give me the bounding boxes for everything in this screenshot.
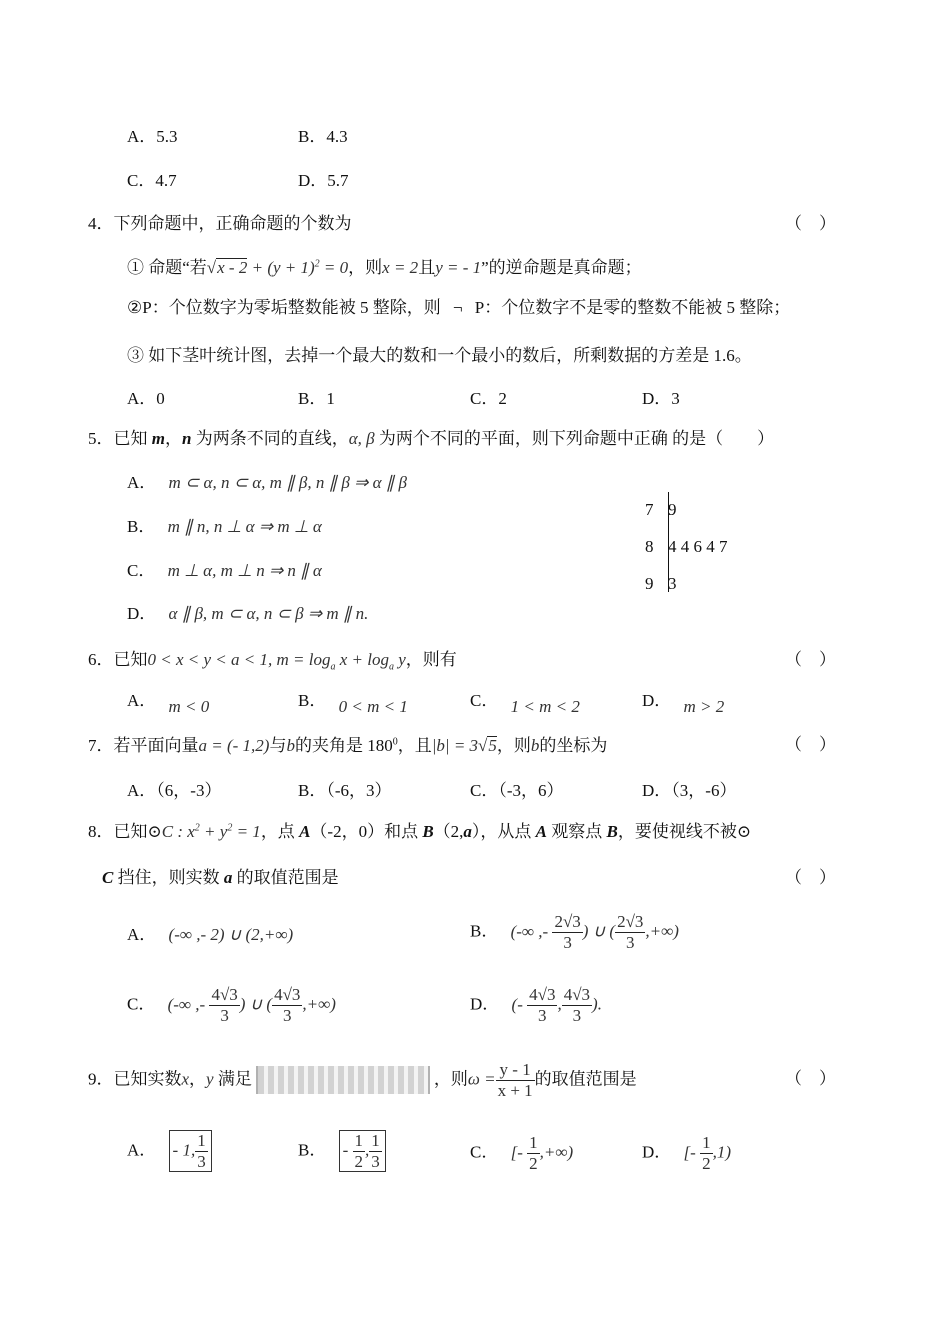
q8-b-frac2: $\frac{2√3}{3}$ (617, 912, 644, 952)
q4-item1-prefix: ① 命题“若 (127, 258, 207, 277)
q7-stem-b: 与 (269, 736, 287, 755)
q8-stem-f: 观察点 (547, 822, 607, 841)
q8-line2: 挡住，则实数 (113, 868, 224, 887)
q5-b-label: B． (127, 517, 156, 536)
q6-sub-a2: a (388, 661, 394, 673)
q8-plus: + y (199, 822, 228, 841)
leaves-7: 9 (668, 500, 677, 519)
q4-answer-paren: （ ） (785, 214, 836, 233)
q6-sub-a: a (330, 661, 336, 673)
q6-stem-b: ，则有 (405, 650, 457, 669)
q8-line2-a: a (223, 868, 233, 887)
q5-stem-a: 5．已知 (88, 429, 152, 448)
q7-option-d: D．（3，-6） (642, 781, 737, 800)
q8-d-post: ). (592, 994, 602, 1014)
q5-m: m (151, 429, 165, 448)
q8-sq1: 2 (194, 822, 200, 834)
q4-item-2 (127, 299, 790, 316)
q9-comma: ， (189, 1069, 207, 1089)
q5-option-a (127, 474, 407, 491)
q5-stem-b: 为两条不同的直线， (191, 429, 349, 448)
q9-c-post: ,+∞) (539, 1142, 574, 1162)
q5-option-b (127, 518, 322, 535)
q4-negation-symbol: ¬ (452, 298, 463, 317)
q8-d-label: D． (470, 994, 500, 1014)
q9-stem-d: 的取值范围是 (534, 1069, 637, 1089)
q9-d-pre: [- (683, 1142, 701, 1162)
q5-option-d (127, 605, 368, 622)
q7-stem-d: ，且 (397, 736, 432, 755)
q8-point-b: B (422, 822, 434, 841)
leaves-8: 4 4 6 4 7 (668, 537, 728, 556)
q8-b-label: B． (470, 921, 499, 941)
q4-stem: 4．下列命题中，正确命题的个数为 (88, 214, 352, 233)
q4-item-3: ③ 如下茎叶统计图，去掉一个最大的数和一个最小的数后，所剩数据的方差是 1.6。 (127, 346, 752, 365)
q5-option-c (127, 562, 322, 579)
q8-a-label: A． (127, 925, 157, 944)
q6-stem (88, 651, 457, 672)
q8-line2-b: 的取值范围是 (232, 868, 339, 887)
q8-point-a2: A (535, 822, 548, 841)
q7-option-c: C．（-3，6） (470, 781, 564, 800)
q5-c-label: C． (127, 561, 156, 580)
q9-c-pre: [- (510, 1142, 528, 1162)
q8-b-pre: (-∞ ,- (510, 921, 553, 941)
q8-point-a: A (299, 822, 311, 841)
stem-7: 7 (645, 500, 654, 519)
q4-item2-b: P：个位数字不是零的整数不能被 5 整除； (474, 298, 791, 317)
q9-stem-c: ，则 (433, 1069, 468, 1089)
q9-c-label: C． (470, 1142, 499, 1162)
q5-b-math: m ∥ n, n ⊥ α ⇒ m ⊥ α (167, 517, 322, 536)
q6-a-label: A． (127, 691, 157, 710)
q9-b-interval: - $\frac{1}{2}$ , $\frac{1}{3}$ (339, 1130, 386, 1172)
q6-b-label: B． (298, 691, 327, 710)
q8-option-d: D． (- $\frac{4√3}{3}$ , $\frac{4√3}{3}$ ). (470, 985, 602, 1025)
q8-c-frac2: $\frac{4√3}{3}$ (274, 985, 301, 1025)
q8-c-label: C． (127, 994, 156, 1014)
leaves-9: 3 (668, 574, 677, 593)
q6-d-label: D． (642, 691, 672, 710)
q5-stem-c: 为两个不同的平面，则下列命题中正确 的是（ ） (374, 429, 775, 448)
q9-option-a (127, 1130, 212, 1172)
q9-d-frac: $\frac{1}{2}$ (702, 1133, 711, 1173)
q4-item1-mid: ，则 (348, 258, 383, 277)
q9-d-label: D． (642, 1142, 672, 1162)
q8-circle-eq: C : x (161, 822, 195, 841)
q6-a-math: m < 0 (168, 697, 210, 716)
stem-8: 8 (645, 537, 654, 556)
q8-c-mid: ) ∪ ( (239, 994, 273, 1014)
q8-param-a: a (463, 822, 472, 841)
q8-option-c (127, 985, 336, 1025)
q8-d-frac2: $\frac{4√3}{3}$ (563, 985, 591, 1025)
q4-item1-math3: = 0 (319, 258, 349, 277)
q4-item2-a: ②P：个位数字为零垢整数能被 5 整除，则 (127, 298, 441, 317)
q9-x: x (181, 1069, 190, 1089)
q8-option-b (470, 912, 679, 952)
q8-stem-line2 (102, 869, 339, 886)
q7-option-a: A．（6，-3） (127, 781, 222, 800)
q9-c-frac: $\frac{1}{2}$ (529, 1133, 538, 1173)
q8-c-post: ,+∞) (302, 994, 336, 1014)
q8-c-pre: (-∞ ,- (167, 994, 210, 1014)
q9-option-c (470, 1133, 573, 1173)
q4-item1-y: y = - 1 (435, 258, 482, 277)
q8-stem-e: ），从点 (471, 822, 536, 841)
q9-b-label: B． (298, 1140, 327, 1160)
q5-stem (88, 430, 774, 447)
q8-stem-c: （-2，0）和点 (310, 822, 423, 841)
q8-b-post: ,+∞) (645, 921, 679, 941)
q8-b-frac1: $\frac{2√3}{3}$ (554, 912, 581, 952)
q4-item1-x: x = 2 (382, 258, 419, 277)
q3-option-d: D．5.7 (298, 171, 349, 190)
q8-point-b2: B (606, 822, 618, 841)
q3-option-b: B．4.3 (298, 127, 348, 146)
q6-math3: y (393, 650, 406, 669)
q8-answer-paren: （ ） (785, 868, 836, 887)
q7-abs-b: |b| = 3 (431, 736, 479, 755)
q4-item-1: ① 命题“若$√x - 2 + (y + 1)^2 = 0$，则x = 2且y = - 1”的逆命题是真命题； (127, 258, 642, 277)
q8-stem-a: 8．已知⊙ (88, 822, 162, 841)
q5-d-label: D． (127, 604, 157, 623)
q5-c-math: m ⊥ α, m ⊥ n ⇒ n ∥ α (167, 561, 322, 580)
q6-c-label: C． (470, 691, 499, 710)
q6-option-b (298, 691, 408, 716)
q5-d-math: α ∥ β, m ⊂ α, n ⊂ β ⇒ m ∥ n. (168, 604, 369, 623)
q8-option-a (127, 926, 293, 943)
q6-math: 0 < x < y < a < 1, m = log (147, 650, 331, 669)
q6-stem-a: 6．已知 (88, 650, 148, 669)
q7-vector-b: b (286, 736, 295, 755)
q4-option-d: D．3 (642, 389, 680, 408)
q8-circle-c: C (102, 868, 114, 887)
q6-option-d (642, 691, 725, 716)
q7-vector-a: a = (- 1,2) (198, 736, 270, 755)
q8-a-math: (-∞ ,- 2) ∪ (2,+∞) (168, 925, 294, 944)
q4-item1-math2: + (y + 1) (247, 258, 315, 277)
q7-stem-f: 的坐标为 (539, 736, 608, 755)
q9-y: y (206, 1069, 214, 1089)
q7-answer-paren: （ ） (785, 735, 836, 754)
q4-item1-sqrt: √x - 2 (206, 258, 248, 277)
q7-stem-e: ，则 (496, 736, 531, 755)
q4-option-a: A．0 (127, 389, 165, 408)
q7-stem-a: 7．若平面向量 (88, 736, 199, 755)
q9-stem-b: 满足 (213, 1069, 252, 1089)
q4-option-b: B．1 (298, 389, 335, 408)
q8-stem (88, 823, 751, 840)
q9-omega: ω = (467, 1069, 496, 1089)
q8-stem-b: ，点 (260, 822, 300, 841)
q7-stem-c: 的夹角是 180 (294, 736, 393, 755)
q6-b-math: 0 < m < 1 (338, 697, 408, 716)
q8-eq1: = 1 (232, 822, 261, 841)
q9-constraint-system-image (256, 1066, 430, 1094)
q6-option-a (127, 691, 210, 716)
stem-9: 9 (645, 574, 654, 593)
q8-b-mid: ) ∪ ( (582, 921, 616, 941)
q5-alpha-beta: α, β (348, 429, 375, 448)
q8-c-frac1: $\frac{4√3}{3}$ (211, 985, 238, 1025)
q3-option-a: A．5.3 (127, 127, 178, 146)
q9-d-post: ,1) (712, 1142, 731, 1162)
q8-stem-g: ，要使视线不被⊙ (617, 822, 752, 841)
q6-math2: x + log (335, 650, 389, 669)
q9-stem (88, 1060, 637, 1100)
q4-option-c: C．2 (470, 389, 507, 408)
q9-answer-paren: （ ） (785, 1069, 836, 1088)
q6-d-math: m > 2 (683, 697, 725, 716)
q8-d-frac1: $\frac{4√3}{3}$ (529, 985, 556, 1025)
q9-option-d (642, 1133, 731, 1173)
q5-a-math: m ⊂ α, n ⊂ α, m ∥ β, n ∥ β ⇒ α ∥ β (168, 473, 407, 492)
q9-a-label: A． (127, 1140, 157, 1160)
q8-d-pre: (- (511, 994, 528, 1014)
q7-degree: 0 (392, 736, 398, 748)
q7-vector-b2: b (530, 736, 540, 755)
q5-n: n (181, 429, 192, 448)
q7-sqrt5: 5 (488, 736, 497, 755)
q7-stem: 7．若平面向量a = (- 1,2)与b的夹角是 $180^0$，且|b| = 3√5，则b的坐标为 (88, 736, 608, 755)
q6-option-c (470, 691, 580, 716)
q5-comma: ， (164, 429, 182, 448)
q3-option-c: C．4.7 (127, 171, 177, 190)
q9-stem-a: 9．已知实数 (88, 1069, 182, 1089)
q8-sq2: 2 (227, 822, 233, 834)
q6-answer-paren: （ ） (785, 650, 836, 669)
q4-item1-suffix: ”的逆命题是真命题； (481, 258, 642, 277)
q4-item1-and: 且 (418, 258, 436, 277)
q5-a-label: A． (127, 473, 157, 492)
q6-c-math: 1 < m < 2 (510, 697, 580, 716)
q8-stem-d: （2, (433, 822, 464, 841)
q7-option-b: B．（-6，3） (298, 781, 392, 800)
q9-fraction: $\frac{y - 1}{x + 1}$ (497, 1060, 533, 1100)
q9-option-b (298, 1130, 386, 1172)
q9-a-interval: - 1, $\frac{1}{3}$ (169, 1130, 212, 1172)
